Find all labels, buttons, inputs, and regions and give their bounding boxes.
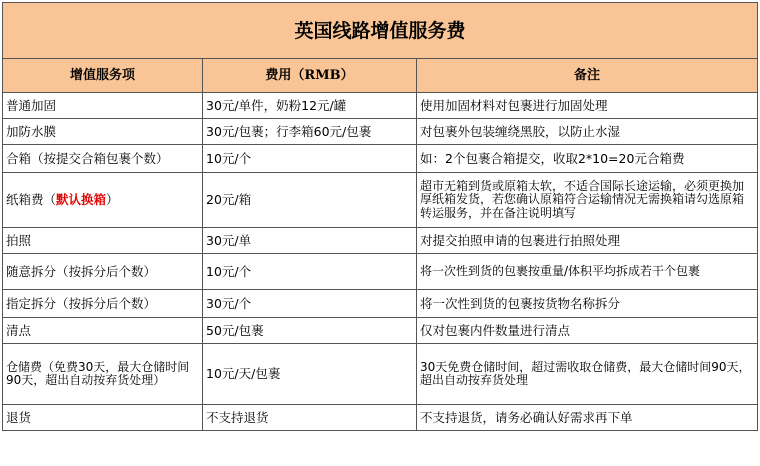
item-cell: 随意拆分（按拆分后个数） [3, 254, 203, 290]
table-row [3, 93, 758, 119]
title-row [3, 3, 758, 59]
fee-cell: 30元/单 [203, 228, 417, 254]
note-cell: 30天免费仓储时间，超过需收取仓储费，最大仓储时间90天，超出自动按弃货处理 [417, 344, 758, 405]
note-cell: 超市无箱到货或原箱太软，不适合国际长途运输，必须更换加厚纸箱发货，若您确认原箱符合运输情况无需换箱请勾选原箱转运服务，并在备注说明填写 [417, 173, 758, 228]
table-row [3, 344, 758, 405]
header-item: 增值服务项 [3, 59, 203, 93]
table-title: 英国线路增值服务费 [3, 3, 758, 59]
header-note: 备注 [417, 59, 758, 93]
table-row [3, 119, 758, 145]
fee-cell: 10元/天/包裹 [203, 344, 417, 405]
table-row [3, 290, 758, 318]
item-cell: 加防水膜 [3, 119, 203, 145]
fee-cell: 20元/箱 [203, 173, 417, 228]
table-row [3, 145, 758, 173]
fee-cell: 50元/包裹 [203, 318, 417, 344]
header-fee: 费用（RMB） [203, 59, 417, 93]
item-cell: 拍照 [3, 228, 203, 254]
note-cell: 对包裹外包装缠绕黑胶，以防止水湿 [417, 119, 758, 145]
note-cell: 对提交拍照申请的包裹进行拍照处理 [417, 228, 758, 254]
fee-cell: 30元/单件，奶粉12元/罐 [203, 93, 417, 119]
note-cell: 将一次性到货的包裹按货物名称拆分 [417, 290, 758, 318]
item-cell: 指定拆分（按拆分后个数） [3, 290, 203, 318]
fee-cell: 30元/个 [203, 290, 417, 318]
fee-table [2, 2, 758, 431]
table-row [3, 405, 758, 431]
fee-cell: 30元/包裹；行李箱60元/包裹 [203, 119, 417, 145]
item-cell: 普通加固 [3, 93, 203, 119]
item-cell: 清点 [3, 318, 203, 344]
note-cell: 将一次性到货的包裹按重量/体积平均拆成若干个包裹 [417, 254, 758, 290]
item-text-end: ） [106, 192, 119, 207]
note-cell: 使用加固材料对包裹进行加固处理 [417, 93, 758, 119]
item-cell: 仓储费（免费30天，最大仓储时间90天，超出自动按弃货处理） [3, 344, 203, 405]
item-cell: 退货 [3, 405, 203, 431]
note-cell: 仅对包裹内件数量进行清点 [417, 318, 758, 344]
header-row [3, 59, 758, 93]
item-highlight: 默认换箱 [56, 192, 107, 207]
fee-cell: 10元/个 [203, 145, 417, 173]
table-row [3, 254, 758, 290]
item-cell: 合箱（按提交合箱包裹个数） [3, 145, 203, 173]
item-text: 纸箱费（ [6, 192, 57, 207]
item-cell [3, 173, 203, 228]
fee-cell: 10元/个 [203, 254, 417, 290]
note-cell: 如：2个包裹合箱提交，收取2*10=20元合箱费 [417, 145, 758, 173]
table-row [3, 173, 758, 228]
table-row [3, 318, 758, 344]
fee-cell: 不支持退货 [203, 405, 417, 431]
table-row [3, 228, 758, 254]
note-cell: 不支持退货，请务必确认好需求再下单 [417, 405, 758, 431]
